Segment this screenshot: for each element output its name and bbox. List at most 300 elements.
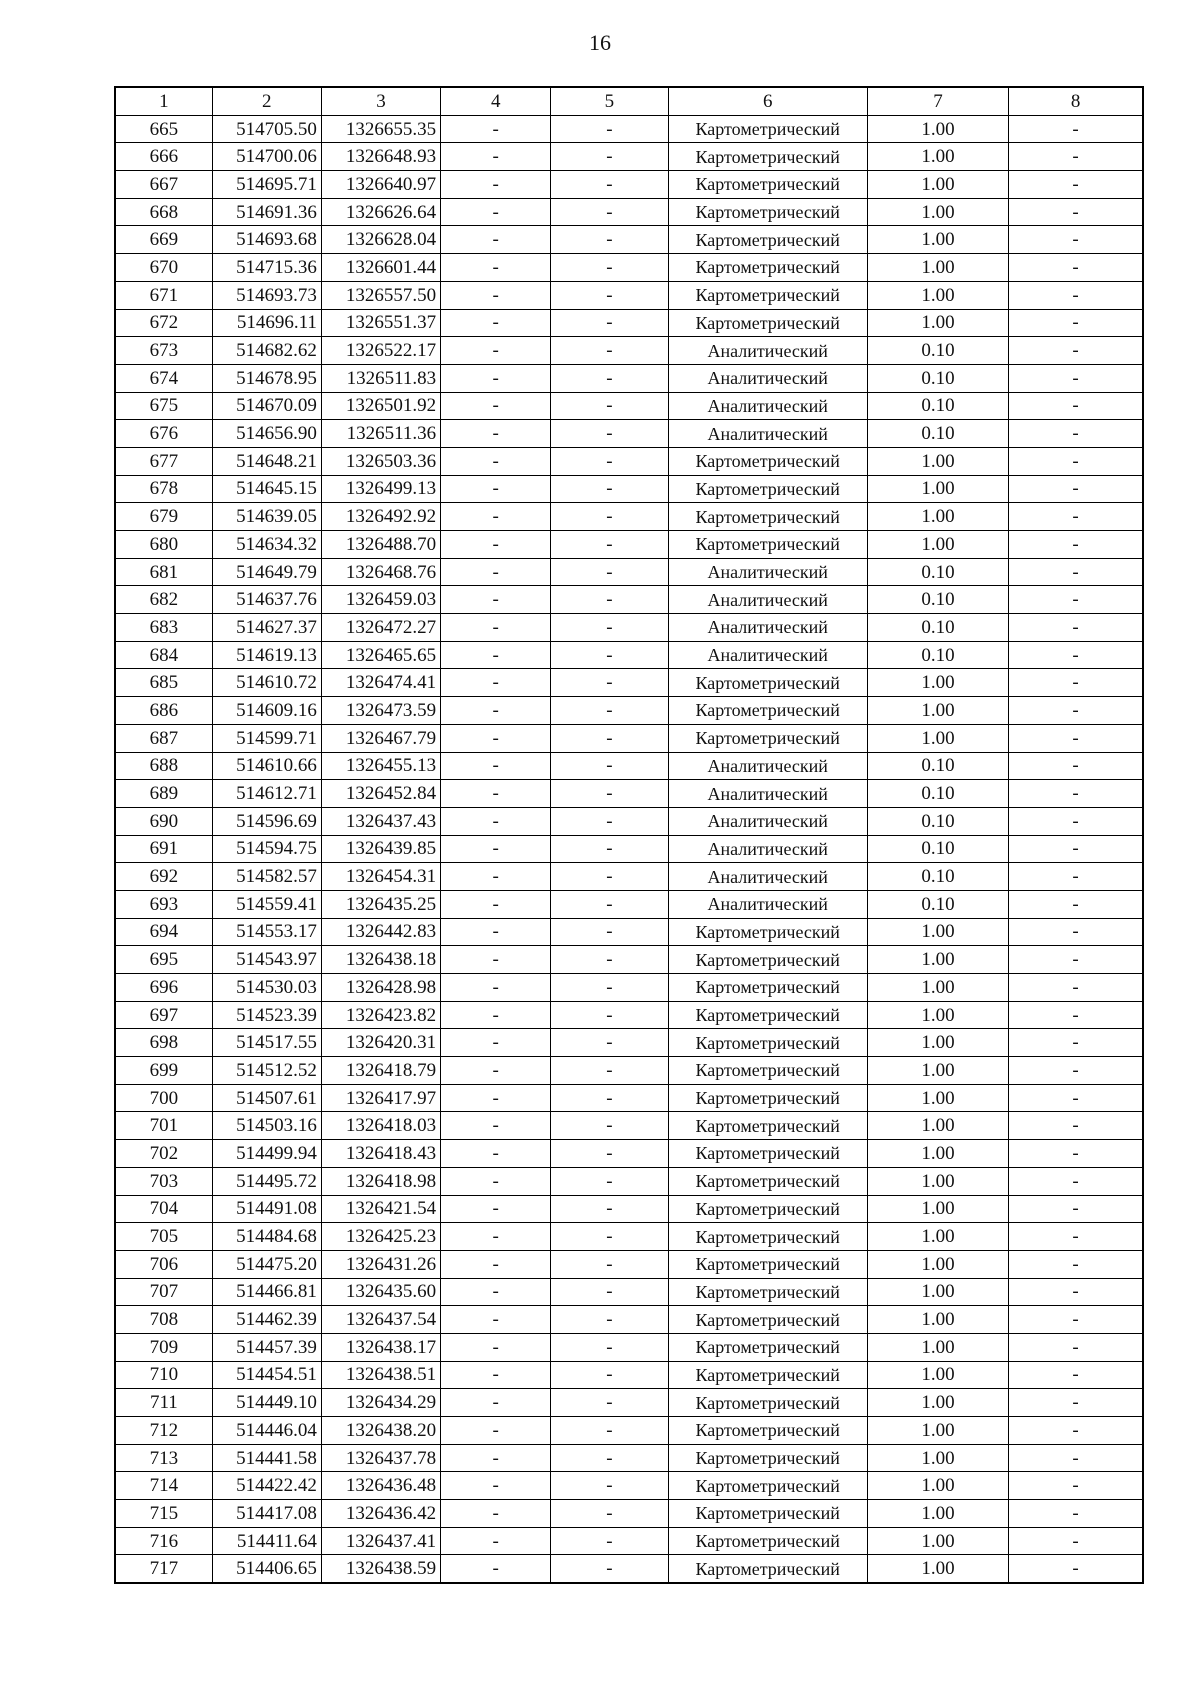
col4-cell: - (441, 226, 551, 254)
method-cell: Картометрический (668, 1029, 867, 1057)
point-number-cell: 711 (115, 1389, 212, 1417)
method-cell: Картометрический (668, 1500, 867, 1528)
y-coordinate-cell: 1326511.83 (321, 364, 440, 392)
point-number-cell: 704 (115, 1195, 212, 1223)
column-header: 3 (321, 87, 440, 115)
table-row (115, 1555, 1143, 1583)
table-row (115, 198, 1143, 226)
col5-cell: - (551, 254, 668, 282)
accuracy-cell: 1.00 (867, 475, 1008, 503)
point-number-cell: 674 (115, 364, 212, 392)
x-coordinate-cell: 514649.79 (212, 558, 321, 586)
table-row (115, 974, 1143, 1002)
y-coordinate-cell: 1326436.42 (321, 1500, 440, 1528)
point-number-cell: 678 (115, 475, 212, 503)
col5-cell: - (551, 364, 668, 392)
accuracy-cell: 1.00 (867, 1472, 1008, 1500)
x-coordinate-cell: 514619.13 (212, 641, 321, 669)
accuracy-cell: 1.00 (867, 669, 1008, 697)
col5-cell: - (551, 1278, 668, 1306)
col8-cell: - (1009, 752, 1143, 780)
x-coordinate-cell: 514627.37 (212, 614, 321, 642)
y-coordinate-cell: 1326474.41 (321, 669, 440, 697)
point-number-cell: 695 (115, 946, 212, 974)
col4-cell: - (441, 1444, 551, 1472)
col5-cell: - (551, 531, 668, 559)
y-coordinate-cell: 1326492.92 (321, 503, 440, 531)
table-row (115, 558, 1143, 586)
x-coordinate-cell: 514693.73 (212, 281, 321, 309)
y-coordinate-cell: 1326452.84 (321, 780, 440, 808)
point-number-cell: 694 (115, 918, 212, 946)
point-number-cell: 672 (115, 309, 212, 337)
point-number-cell: 681 (115, 558, 212, 586)
table-row (115, 835, 1143, 863)
y-coordinate-cell: 1326437.78 (321, 1444, 440, 1472)
accuracy-cell: 1.00 (867, 1195, 1008, 1223)
col8-cell: - (1009, 198, 1143, 226)
point-number-cell: 688 (115, 752, 212, 780)
table-row (115, 1361, 1143, 1389)
table-row (115, 447, 1143, 475)
col5-cell: - (551, 337, 668, 365)
accuracy-cell: 1.00 (867, 198, 1008, 226)
col8-cell: - (1009, 918, 1143, 946)
col5-cell: - (551, 1167, 668, 1195)
method-cell: Картометрический (668, 1001, 867, 1029)
col8-cell: - (1009, 974, 1143, 1002)
col4-cell: - (441, 198, 551, 226)
y-coordinate-cell: 1326418.43 (321, 1140, 440, 1168)
y-coordinate-cell: 1326436.48 (321, 1472, 440, 1500)
col5-cell: - (551, 641, 668, 669)
col8-cell: - (1009, 807, 1143, 835)
y-coordinate-cell: 1326417.97 (321, 1084, 440, 1112)
col5-cell: - (551, 143, 668, 171)
col4-cell: - (441, 946, 551, 974)
col8-cell: - (1009, 946, 1143, 974)
point-number-cell: 684 (115, 641, 212, 669)
table-row (115, 475, 1143, 503)
table-row (115, 1167, 1143, 1195)
table-row (115, 807, 1143, 835)
x-coordinate-cell: 514639.05 (212, 503, 321, 531)
point-number-cell: 712 (115, 1417, 212, 1445)
col5-cell: - (551, 226, 668, 254)
method-cell: Аналитический (668, 752, 867, 780)
y-coordinate-cell: 1326459.03 (321, 586, 440, 614)
col8-cell: - (1009, 1195, 1143, 1223)
col4-cell: - (441, 531, 551, 559)
accuracy-cell: 0.10 (867, 586, 1008, 614)
y-coordinate-cell: 1326465.65 (321, 641, 440, 669)
x-coordinate-cell: 514495.72 (212, 1167, 321, 1195)
point-number-cell: 691 (115, 835, 212, 863)
y-coordinate-cell: 1326434.29 (321, 1389, 440, 1417)
point-number-cell: 689 (115, 780, 212, 808)
point-number-cell: 709 (115, 1333, 212, 1361)
col8-cell: - (1009, 1084, 1143, 1112)
col4-cell: - (441, 1417, 551, 1445)
col8-cell: - (1009, 1250, 1143, 1278)
col5-cell: - (551, 697, 668, 725)
col5-cell: - (551, 1250, 668, 1278)
method-cell: Картометрический (668, 1527, 867, 1555)
y-coordinate-cell: 1326431.26 (321, 1250, 440, 1278)
col8-cell: - (1009, 1140, 1143, 1168)
col8-cell: - (1009, 115, 1143, 143)
method-cell: Картометрический (668, 281, 867, 309)
accuracy-cell: 1.00 (867, 1500, 1008, 1528)
col4-cell: - (441, 918, 551, 946)
x-coordinate-cell: 514610.66 (212, 752, 321, 780)
point-number-cell: 705 (115, 1223, 212, 1251)
col8-cell: - (1009, 337, 1143, 365)
col4-cell: - (441, 724, 551, 752)
x-coordinate-cell: 514678.95 (212, 364, 321, 392)
table-row (115, 724, 1143, 752)
point-number-cell: 692 (115, 863, 212, 891)
y-coordinate-cell: 1326435.25 (321, 890, 440, 918)
col5-cell: - (551, 1417, 668, 1445)
col8-cell: - (1009, 1029, 1143, 1057)
y-coordinate-cell: 1326551.37 (321, 309, 440, 337)
x-coordinate-cell: 514715.36 (212, 254, 321, 282)
col5-cell: - (551, 946, 668, 974)
col4-cell: - (441, 447, 551, 475)
col8-cell: - (1009, 724, 1143, 752)
accuracy-cell: 1.00 (867, 447, 1008, 475)
y-coordinate-cell: 1326437.54 (321, 1306, 440, 1334)
accuracy-cell: 0.10 (867, 890, 1008, 918)
x-coordinate-cell: 514462.39 (212, 1306, 321, 1334)
col8-cell: - (1009, 392, 1143, 420)
col5-cell: - (551, 890, 668, 918)
method-cell: Аналитический (668, 863, 867, 891)
y-coordinate-cell: 1326648.93 (321, 143, 440, 171)
col4-cell: - (441, 890, 551, 918)
column-header: 2 (212, 87, 321, 115)
point-number-cell: 676 (115, 420, 212, 448)
col5-cell: - (551, 1389, 668, 1417)
col8-cell: - (1009, 420, 1143, 448)
accuracy-cell: 1.00 (867, 143, 1008, 171)
accuracy-cell: 1.00 (867, 1140, 1008, 1168)
x-coordinate-cell: 514499.94 (212, 1140, 321, 1168)
accuracy-cell: 1.00 (867, 1389, 1008, 1417)
col4-cell: - (441, 974, 551, 1002)
table-row (115, 1084, 1143, 1112)
method-cell: Аналитический (668, 420, 867, 448)
method-cell: Картометрический (668, 1140, 867, 1168)
point-number-cell: 665 (115, 115, 212, 143)
accuracy-cell: 1.00 (867, 115, 1008, 143)
accuracy-cell: 1.00 (867, 226, 1008, 254)
col4-cell: - (441, 1278, 551, 1306)
col5-cell: - (551, 863, 668, 891)
accuracy-cell: 1.00 (867, 1278, 1008, 1306)
col8-cell: - (1009, 364, 1143, 392)
x-coordinate-cell: 514609.16 (212, 697, 321, 725)
col5-cell: - (551, 558, 668, 586)
method-cell: Картометрический (668, 531, 867, 559)
point-number-cell: 677 (115, 447, 212, 475)
point-number-cell: 701 (115, 1112, 212, 1140)
col4-cell: - (441, 1527, 551, 1555)
method-cell: Аналитический (668, 614, 867, 642)
point-number-cell: 714 (115, 1472, 212, 1500)
col5-cell: - (551, 586, 668, 614)
col4-cell: - (441, 503, 551, 531)
table-row (115, 669, 1143, 697)
col8-cell: - (1009, 171, 1143, 199)
accuracy-cell: 1.00 (867, 1444, 1008, 1472)
point-number-cell: 708 (115, 1306, 212, 1334)
x-coordinate-cell: 514484.68 (212, 1223, 321, 1251)
accuracy-cell: 1.00 (867, 1555, 1008, 1583)
method-cell: Аналитический (668, 364, 867, 392)
table-row (115, 1250, 1143, 1278)
method-cell: Картометрический (668, 1223, 867, 1251)
y-coordinate-cell: 1326601.44 (321, 254, 440, 282)
col8-cell: - (1009, 641, 1143, 669)
y-coordinate-cell: 1326438.20 (321, 1417, 440, 1445)
table-body (115, 115, 1143, 1583)
table-row (115, 1140, 1143, 1168)
col4-cell: - (441, 1112, 551, 1140)
col5-cell: - (551, 724, 668, 752)
x-coordinate-cell: 514682.62 (212, 337, 321, 365)
col5-cell: - (551, 171, 668, 199)
y-coordinate-cell: 1326428.98 (321, 974, 440, 1002)
table-row (115, 143, 1143, 171)
method-cell: Картометрический (668, 198, 867, 226)
point-number-cell: 707 (115, 1278, 212, 1306)
accuracy-cell: 1.00 (867, 1029, 1008, 1057)
method-cell: Картометрический (668, 254, 867, 282)
x-coordinate-cell: 514645.15 (212, 475, 321, 503)
col5-cell: - (551, 420, 668, 448)
method-cell: Картометрический (668, 1084, 867, 1112)
col5-cell: - (551, 475, 668, 503)
col4-cell: - (441, 558, 551, 586)
x-coordinate-cell: 514612.71 (212, 780, 321, 808)
x-coordinate-cell: 514457.39 (212, 1333, 321, 1361)
col8-cell: - (1009, 226, 1143, 254)
accuracy-cell: 1.00 (867, 724, 1008, 752)
col4-cell: - (441, 1001, 551, 1029)
table-row (115, 281, 1143, 309)
accuracy-cell: 0.10 (867, 558, 1008, 586)
point-number-cell: 716 (115, 1527, 212, 1555)
x-coordinate-cell: 514594.75 (212, 835, 321, 863)
method-cell: Аналитический (668, 807, 867, 835)
y-coordinate-cell: 1326435.60 (321, 1278, 440, 1306)
col8-cell: - (1009, 1472, 1143, 1500)
col5-cell: - (551, 1223, 668, 1251)
accuracy-cell: 0.10 (867, 780, 1008, 808)
method-cell: Аналитический (668, 835, 867, 863)
accuracy-cell: 1.00 (867, 1361, 1008, 1389)
method-cell: Аналитический (668, 780, 867, 808)
col4-cell: - (441, 1084, 551, 1112)
y-coordinate-cell: 1326467.79 (321, 724, 440, 752)
point-number-cell: 696 (115, 974, 212, 1002)
x-coordinate-cell: 514417.08 (212, 1500, 321, 1528)
point-number-cell: 680 (115, 531, 212, 559)
table-row (115, 171, 1143, 199)
y-coordinate-cell: 1326423.82 (321, 1001, 440, 1029)
accuracy-cell: 0.10 (867, 807, 1008, 835)
col5-cell: - (551, 1472, 668, 1500)
method-cell: Аналитический (668, 558, 867, 586)
table-row (115, 1001, 1143, 1029)
y-coordinate-cell: 1326439.85 (321, 835, 440, 863)
table-row (115, 641, 1143, 669)
accuracy-cell: 1.00 (867, 503, 1008, 531)
y-coordinate-cell: 1326557.50 (321, 281, 440, 309)
col8-cell: - (1009, 1333, 1143, 1361)
col4-cell: - (441, 1555, 551, 1583)
accuracy-cell: 1.00 (867, 1333, 1008, 1361)
y-coordinate-cell: 1326655.35 (321, 115, 440, 143)
col8-cell: - (1009, 835, 1143, 863)
col4-cell: - (441, 752, 551, 780)
method-cell: Картометрический (668, 1195, 867, 1223)
col8-cell: - (1009, 890, 1143, 918)
col5-cell: - (551, 614, 668, 642)
col8-cell: - (1009, 614, 1143, 642)
method-cell: Картометрический (668, 1444, 867, 1472)
accuracy-cell: 1.00 (867, 1167, 1008, 1195)
col8-cell: - (1009, 531, 1143, 559)
table-row (115, 1306, 1143, 1334)
col4-cell: - (441, 614, 551, 642)
col4-cell: - (441, 475, 551, 503)
table-row (115, 1444, 1143, 1472)
col8-cell: - (1009, 1444, 1143, 1472)
accuracy-cell: 1.00 (867, 946, 1008, 974)
col5-cell: - (551, 281, 668, 309)
column-header: 5 (551, 87, 668, 115)
col8-cell: - (1009, 558, 1143, 586)
x-coordinate-cell: 514422.42 (212, 1472, 321, 1500)
col4-cell: - (441, 115, 551, 143)
x-coordinate-cell: 514503.16 (212, 1112, 321, 1140)
point-number-cell: 693 (115, 890, 212, 918)
x-coordinate-cell: 514700.06 (212, 143, 321, 171)
col5-cell: - (551, 918, 668, 946)
x-coordinate-cell: 514582.57 (212, 863, 321, 891)
accuracy-cell: 0.10 (867, 337, 1008, 365)
y-coordinate-cell: 1326640.97 (321, 171, 440, 199)
x-coordinate-cell: 514466.81 (212, 1278, 321, 1306)
col5-cell: - (551, 807, 668, 835)
col4-cell: - (441, 337, 551, 365)
col8-cell: - (1009, 503, 1143, 531)
table-row (115, 752, 1143, 780)
method-cell: Картометрический (668, 1361, 867, 1389)
method-cell: Картометрический (668, 171, 867, 199)
x-coordinate-cell: 514656.90 (212, 420, 321, 448)
method-cell: Картометрический (668, 475, 867, 503)
accuracy-cell: 1.00 (867, 974, 1008, 1002)
x-coordinate-cell: 514691.36 (212, 198, 321, 226)
table-row (115, 1112, 1143, 1140)
table-row (115, 531, 1143, 559)
column-header: 6 (668, 87, 867, 115)
col5-cell: - (551, 974, 668, 1002)
x-coordinate-cell: 514406.65 (212, 1555, 321, 1583)
x-coordinate-cell: 514705.50 (212, 115, 321, 143)
table-row (115, 1527, 1143, 1555)
y-coordinate-cell: 1326418.98 (321, 1167, 440, 1195)
table-row (115, 918, 1143, 946)
point-number-cell: 670 (115, 254, 212, 282)
col5-cell: - (551, 835, 668, 863)
col5-cell: - (551, 503, 668, 531)
method-cell: Аналитический (668, 890, 867, 918)
method-cell: Картометрический (668, 1278, 867, 1306)
table-row (115, 1417, 1143, 1445)
x-coordinate-cell: 514491.08 (212, 1195, 321, 1223)
method-cell: Картометрический (668, 1472, 867, 1500)
point-number-cell: 713 (115, 1444, 212, 1472)
col5-cell: - (551, 1527, 668, 1555)
col8-cell: - (1009, 697, 1143, 725)
x-coordinate-cell: 514695.71 (212, 171, 321, 199)
x-coordinate-cell: 514693.68 (212, 226, 321, 254)
column-header: 4 (441, 87, 551, 115)
table-row (115, 364, 1143, 392)
accuracy-cell: 1.00 (867, 1250, 1008, 1278)
point-number-cell: 673 (115, 337, 212, 365)
col5-cell: - (551, 392, 668, 420)
method-cell: Картометрический (668, 1057, 867, 1085)
method-cell: Картометрический (668, 115, 867, 143)
accuracy-cell: 1.00 (867, 1057, 1008, 1085)
accuracy-cell: 1.00 (867, 1527, 1008, 1555)
y-coordinate-cell: 1326438.59 (321, 1555, 440, 1583)
col5-cell: - (551, 1112, 668, 1140)
method-cell: Картометрический (668, 1250, 867, 1278)
y-coordinate-cell: 1326454.31 (321, 863, 440, 891)
y-coordinate-cell: 1326499.13 (321, 475, 440, 503)
x-coordinate-cell: 514523.39 (212, 1001, 321, 1029)
method-cell: Картометрический (668, 503, 867, 531)
y-coordinate-cell: 1326438.18 (321, 946, 440, 974)
x-coordinate-cell: 514454.51 (212, 1361, 321, 1389)
col4-cell: - (441, 1250, 551, 1278)
table-row (115, 254, 1143, 282)
accuracy-cell: 0.10 (867, 863, 1008, 891)
point-number-cell: 671 (115, 281, 212, 309)
point-number-cell: 685 (115, 669, 212, 697)
point-number-cell: 679 (115, 503, 212, 531)
col8-cell: - (1009, 1167, 1143, 1195)
accuracy-cell: 1.00 (867, 1084, 1008, 1112)
col5-cell: - (551, 1333, 668, 1361)
table-row (115, 697, 1143, 725)
table-row (115, 1029, 1143, 1057)
column-header: 7 (867, 87, 1008, 115)
table-row (115, 780, 1143, 808)
header-row (115, 87, 1143, 115)
col8-cell: - (1009, 1500, 1143, 1528)
col4-cell: - (441, 1472, 551, 1500)
accuracy-cell: 1.00 (867, 1112, 1008, 1140)
col5-cell: - (551, 1306, 668, 1334)
